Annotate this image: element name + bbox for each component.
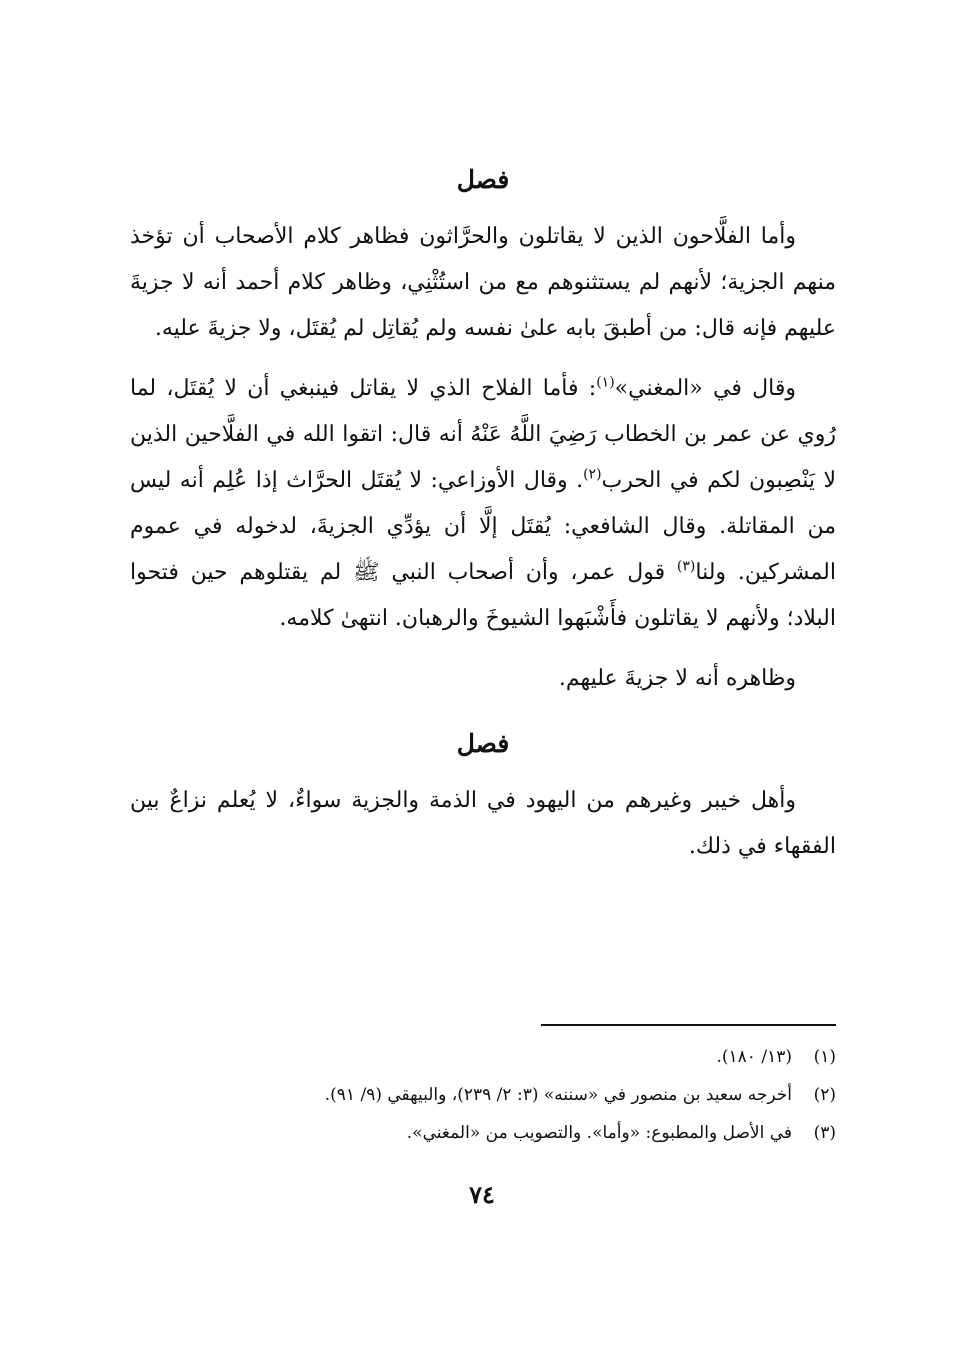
section-heading: فصل [456, 729, 510, 758]
footnote-text: (١٣/ ١٨٠). [716, 1047, 792, 1067]
footnote-number: (٣) [813, 1123, 836, 1143]
footnote-number: (١) [813, 1047, 836, 1067]
footnote-text: في الأصل والمطبوع: «وأما». والتصويب من «المغني». [406, 1123, 792, 1143]
footnotes [130, 1038, 836, 1152]
footnote-divider [541, 1024, 836, 1026]
footnote [130, 1114, 836, 1152]
footnote [130, 1038, 836, 1076]
text-run: : فأما الفلاح الذي لا يقاتل فينبغي أن لا يُقتَل، لما رُوي عن عمر بن الخطاب رَضِيَ اللَّهُ عَنْهُ أنه قال: اتقوا الله في الفلَّاحين الذين لا يَنْصِبون لكم في الحرب [130, 376, 836, 493]
section-heading: فصل [456, 165, 510, 194]
text-run: وقال في «المغني» [614, 376, 796, 401]
footnote [130, 1076, 836, 1114]
page-number: ٧٤ [469, 1180, 495, 1209]
paragraph: وأهل خيبر وغيرهم من اليهود في الذمة والجزية سواءٌ، لا يُعلم نزاعٌ بين الفقهاء في ذلك. [130, 788, 836, 859]
footnote-number: (٢) [813, 1085, 836, 1105]
paragraph: وأما الفلَّاحون الذين لا يقاتلون والحرَّاثون فظاهر كلام الأصحاب أن تؤخذ منهم الجزية؛ لأنهم لم يستثنوهم مع من استُثْنِي، وظاهر كلام أحمد أنه لا جزيةَ عليهم فإنه قال: من أطبقَ بابه علىٰ نفسه ولم يُقاتِل لم يُقتَل، ولا جزيةَ عليه. [130, 224, 836, 341]
text-run: . وقال الأوزاعي: لا يُقتَل الحرَّاث إذا عُلِم أنه ليس من المقاتلة. وقال الشافعي: يُقتَل إلَّا أن يؤدِّي الجزيةَ، لدخوله في عموم المشركين. ولنا [130, 468, 836, 585]
footnote-ref[interactable]: (٣) [676, 558, 696, 575]
footnote-ref[interactable]: (٢) [583, 466, 602, 483]
text-run: قول عمر، وأن أصحاب النبي ﷺ لم يقتلوهم حين فتحوا البلاد؛ ولأنهم لا يقاتلون فأَشْبَهوا الشيوخَ والرهبان. انتهىٰ كلامه. [130, 560, 836, 631]
paragraph [130, 366, 836, 642]
footnote-text: أخرجه سعيد بن منصور في «سننه» (٣: ٢/ ٢٣٩)، والبيهقي (٩/ ٩١). [324, 1085, 792, 1105]
page-body [130, 160, 836, 870]
paragraph: وظاهره أنه لا جزيةَ عليهم. [558, 666, 796, 691]
footnote-ref[interactable]: (١) [596, 374, 615, 391]
